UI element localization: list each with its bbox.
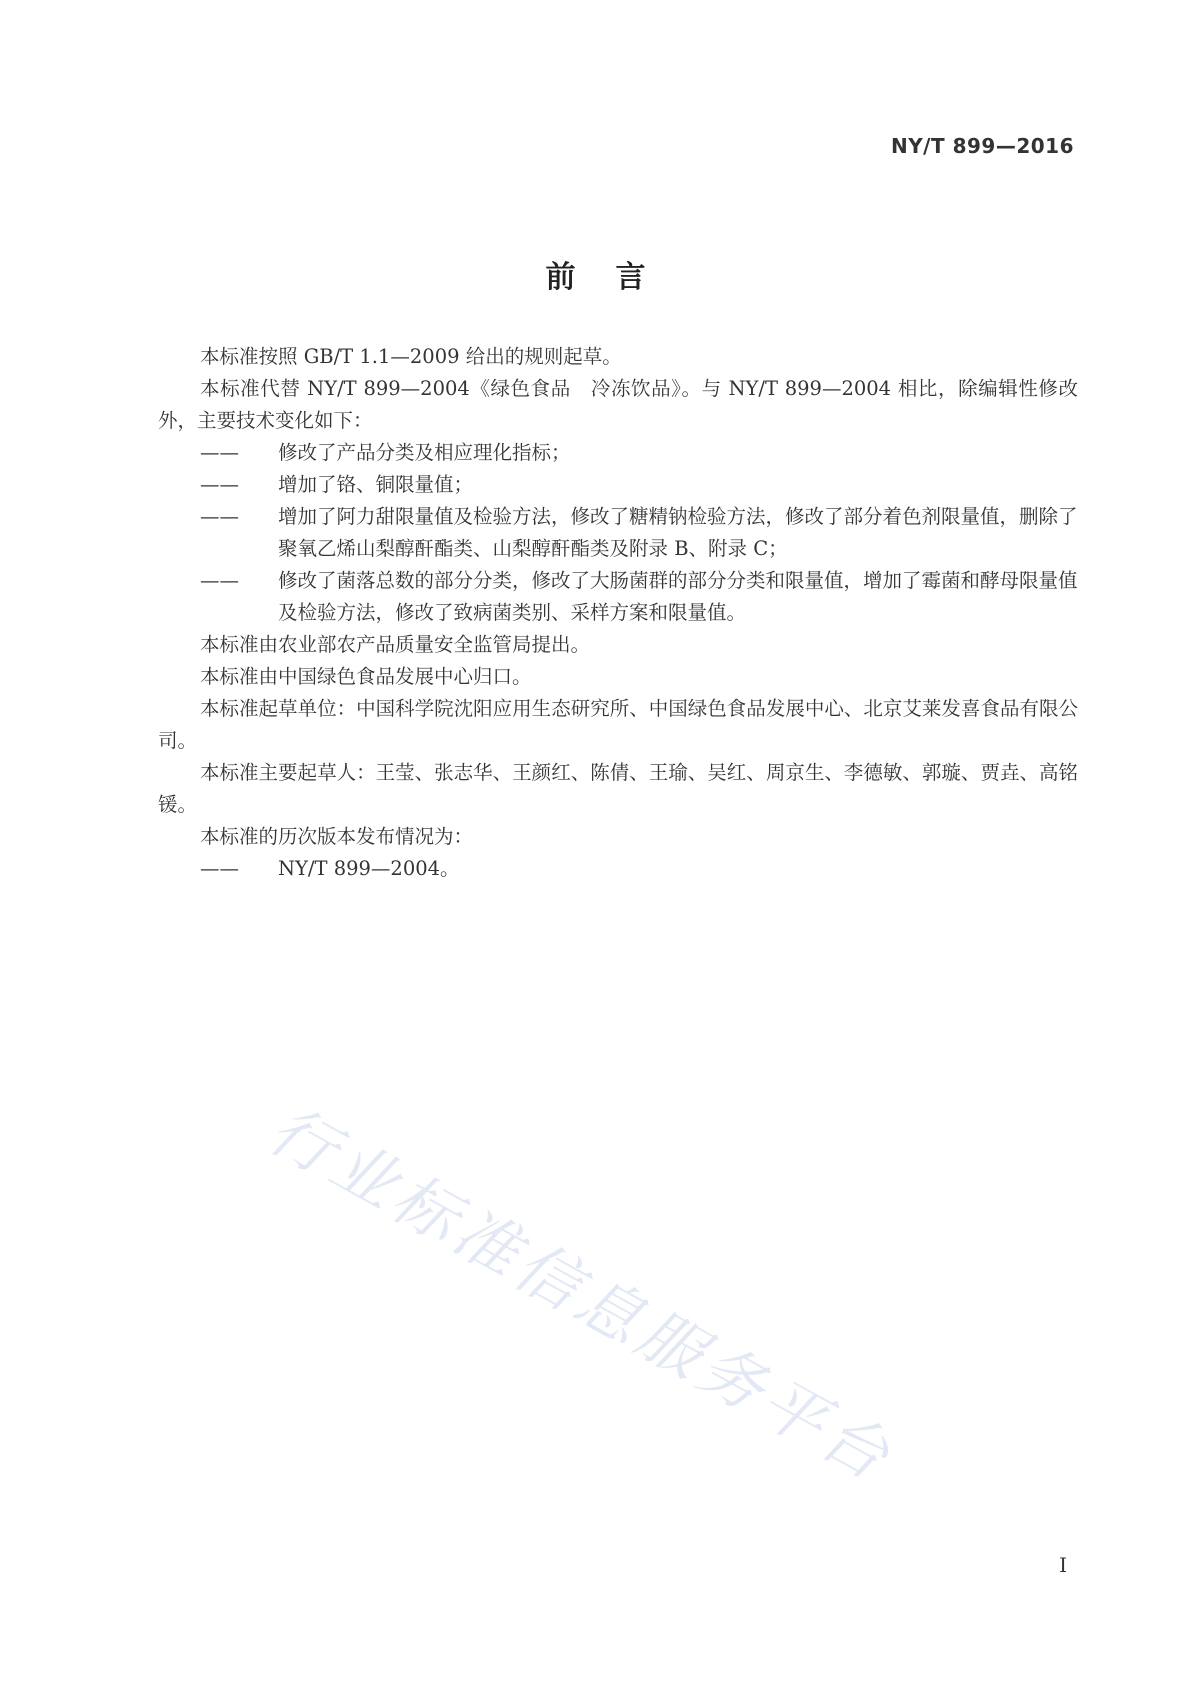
change-item-text: 增加了阿力甜限量值及检验方法，修改了糖精钠检验方法，修改了部分着色剂限量值，删除了聚氧乙烯山梨醇酐酯类、山梨醇酐酯类及附录 B、附录 C； [278, 505, 1078, 560]
history-item [200, 853, 1078, 885]
change-item [200, 565, 1078, 629]
page-title: 前言 [545, 260, 686, 295]
paragraph-replaces: 本标准代替 NY/T 899—2004《绿色食品 冷冻饮品》。与 NY/T 899—2004 相比，除编辑性修改外，主要技术变化如下： [158, 377, 1078, 432]
paragraph-drafting-units: 本标准起草单位：中国科学院沈阳应用生态研究所、中国绿色食品发展中心、北京艾莱发喜食品有限公司。 [158, 697, 1078, 752]
dash-mark: —— [200, 441, 239, 464]
change-item [200, 469, 1078, 501]
change-item-text: 增加了铬、铜限量值； [278, 473, 474, 496]
paragraph-proposer: 本标准由农业部农产品质量安全监管局提出。 [200, 633, 591, 656]
paragraph-history-intro: 本标准的历次版本发布情况为： [200, 825, 474, 848]
paragraph-drafters: 本标准主要起草人：王莹、张志华、王颜红、陈倩、王瑜、吴红、周京生、李德敏、郭璇、贾垚、高铭锾。 [158, 761, 1078, 816]
change-item-text: 修改了菌落总数的部分分类，修改了大肠菌群的部分分类和限量值，增加了霉菌和酵母限量值及检验方法，修改了致病菌类别、采样方案和限量值。 [278, 569, 1078, 624]
standard-number: NY/T 899—2016 [890, 134, 1074, 158]
history-item-text: NY/T 899—2004。 [278, 857, 460, 880]
change-item-text: 修改了产品分类及相应理化指标； [278, 441, 571, 464]
dash-mark: —— [200, 505, 239, 528]
paragraph-centralized: 本标准由中国绿色食品发展中心归口。 [200, 665, 532, 688]
page-number: I [1059, 1553, 1067, 1577]
watermark: 行业标准信息服务平台 [256, 1093, 905, 1498]
paragraph-drafting-rules: 本标准按照 GB/T 1.1—2009 给出的规则起草。 [200, 345, 622, 368]
dash-mark: —— [200, 857, 239, 880]
dash-mark: —— [200, 569, 239, 592]
foreword-body [158, 341, 1078, 885]
dash-mark: —— [200, 473, 239, 496]
change-item [200, 437, 1078, 469]
change-item [200, 501, 1078, 565]
